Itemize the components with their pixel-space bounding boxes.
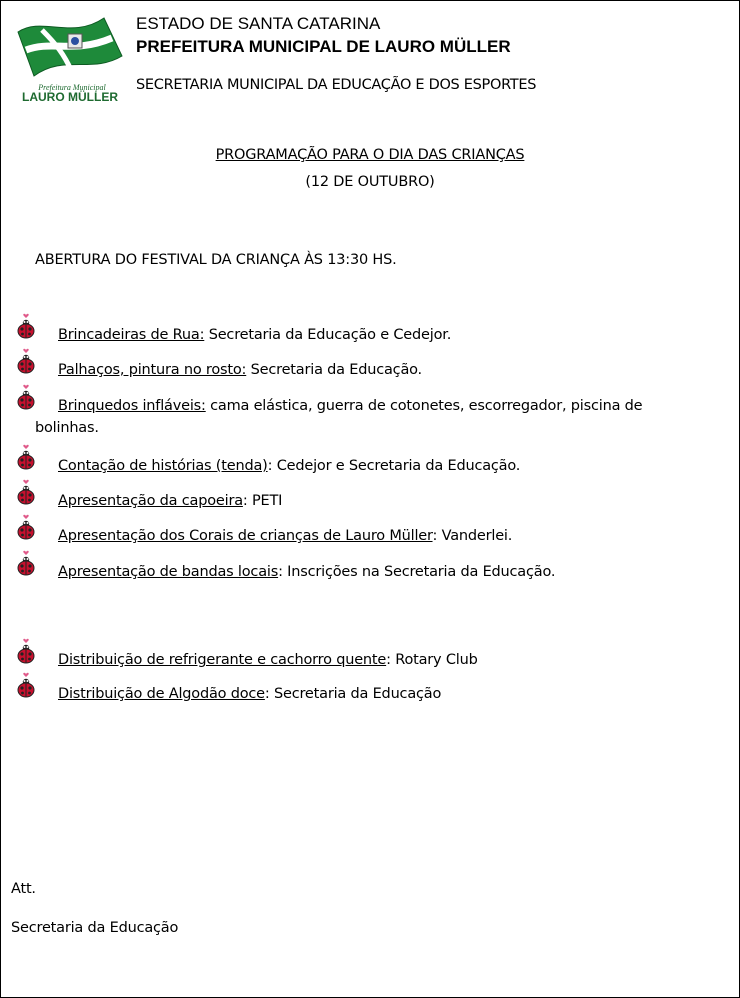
list-item	[14, 559, 714, 586]
page-title: PROGRAMAÇÃO PARA O DIA DAS CRIANÇAS	[215, 147, 525, 163]
list-item-label: Apresentação da capoeira	[58, 493, 243, 509]
list-item-label: Contação de histórias (tenda)	[58, 458, 268, 474]
list-item-detail: Secretaria da Educação.	[246, 362, 422, 378]
list-item	[14, 322, 714, 349]
list-item	[14, 488, 714, 515]
logo-small-text: Prefeitura Municipal	[38, 83, 106, 92]
list-item	[14, 357, 714, 384]
list-item	[14, 453, 714, 480]
header-state: ESTADO DE SANTA CATARINA	[136, 14, 381, 33]
footer-signature: Secretaria da Educação	[11, 920, 179, 936]
municipal-flag-logo	[12, 10, 128, 102]
ladybug-icon	[14, 443, 38, 471]
list-item-continuation: bolinhas.	[35, 420, 99, 436]
list-item	[14, 523, 714, 550]
list-item-detail: : PETI	[242, 493, 283, 509]
list-item-detail: : Cedejor e Secretaria da Educação.	[267, 458, 521, 474]
page-subtitle: (12 DE OUTUBRO)	[305, 174, 435, 190]
list-item	[14, 647, 714, 674]
list-item-label: Apresentação dos Corais de crianças de Lauro Müller	[58, 528, 433, 544]
list-item-label: Distribuição de refrigerante e cachorro quente	[58, 652, 387, 668]
list-item-label: Distribuição de Algodão doce	[58, 686, 265, 702]
ladybug-icon	[14, 383, 38, 411]
list-item	[14, 393, 714, 420]
logo-big-text: LAURO MÜLLER	[22, 90, 118, 102]
ladybug-icon	[14, 513, 38, 541]
ladybug-icon	[14, 478, 38, 506]
list-item-label: Palhaços, pintura no rosto:	[58, 362, 247, 378]
list-item-text	[58, 322, 714, 349]
list-item	[14, 681, 714, 708]
opening-line: ABERTURA DO FESTIVAL DA CRIANÇA ÀS 13:30 HS.	[35, 252, 397, 268]
header-prefecture: PREFEITURA MUNICIPAL DE LAURO MÜLLER	[136, 37, 511, 56]
list-item-detail: : Secretaria da Educação	[264, 686, 442, 702]
ladybug-icon	[14, 637, 38, 665]
list-item-text	[58, 681, 714, 708]
list-item-detail: : Inscrições na Secretaria da Educação.	[278, 564, 556, 580]
list-item-text	[58, 488, 714, 515]
list-item-text	[58, 559, 714, 586]
list-item-text	[58, 393, 714, 420]
ladybug-icon	[14, 671, 38, 699]
list-item-text	[58, 523, 714, 550]
list-item-text	[58, 357, 714, 384]
list-item-detail: : Vanderlei.	[432, 528, 513, 544]
list-item-detail: : Rotary Club	[386, 652, 478, 668]
list-item-label: Brinquedos infláveis:	[58, 398, 206, 414]
list-item-label: Apresentação de bandas locais	[58, 564, 279, 580]
header-secretariat: SECRETARIA MUNICIPAL DA EDUCAÇÃO E DOS ESPORTES	[136, 77, 537, 93]
list-item-detail: cama elástica, guerra de cotonetes, escorregador, piscina de	[205, 398, 643, 414]
ladybug-icon	[14, 312, 38, 340]
footer-att: Att.	[11, 881, 36, 897]
ladybug-icon	[14, 549, 38, 577]
list-item-detail: Secretaria da Educação e Cedejor.	[204, 327, 452, 343]
ladybug-icon	[14, 347, 38, 375]
list-item-text	[58, 647, 714, 674]
list-item-text	[58, 453, 714, 480]
list-item-label: Brincadeiras de Rua:	[58, 327, 205, 343]
